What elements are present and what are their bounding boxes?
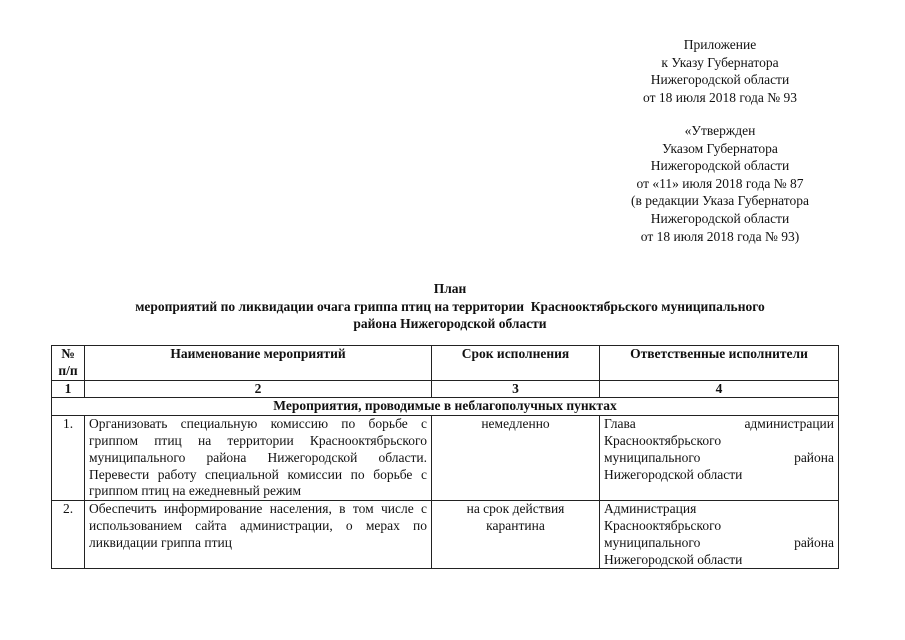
section-row <box>52 398 839 416</box>
resp-word: администрации <box>744 416 834 432</box>
column-number: 2 <box>85 380 432 398</box>
resp-word: Глава <box>604 416 636 432</box>
appendix-line: Приложение <box>683 37 757 52</box>
header-num-line: п/п <box>58 362 78 378</box>
column-number: 1 <box>52 380 85 398</box>
column-number-row <box>52 380 839 398</box>
approval-line: от 18 июля 2018 года № 93) <box>640 228 800 244</box>
resp-line: Краснооктябрьского <box>604 517 722 533</box>
column-number: 4 <box>600 380 839 398</box>
row-responsible <box>600 416 839 501</box>
approval-line: Указом Губернатора <box>662 140 778 156</box>
row-name: Обеспечить информирование населения, в том числе с использованием сайта администрации, о мерах по ликвидации гриппа птиц <box>85 501 432 569</box>
header-name: Наименование мероприятий <box>85 346 432 381</box>
approval-line: Нижегородской области <box>650 158 790 174</box>
table-header-row <box>52 346 839 381</box>
plan-title-block <box>60 280 840 333</box>
header-num <box>52 346 85 381</box>
table-row <box>52 501 839 569</box>
resp-word: района <box>794 449 834 465</box>
resp-word: муниципального <box>604 449 701 465</box>
resp-line: Краснооктябрьского <box>604 432 722 448</box>
table-row <box>52 416 839 501</box>
row-num: 1. <box>52 416 85 501</box>
measures-table <box>51 345 839 569</box>
appendix-block <box>610 36 830 106</box>
row-num: 2. <box>52 501 85 569</box>
resp-line: Администрация <box>604 501 697 517</box>
plan-title: План <box>433 281 467 296</box>
header-responsible: Ответственные исполнители <box>600 346 839 381</box>
resp-word: муниципального <box>604 534 701 550</box>
approval-line: от «11» июля 2018 года № 87 <box>636 175 804 191</box>
resp-word: района <box>794 534 834 550</box>
column-number: 3 <box>432 380 600 398</box>
appendix-line: от 18 июля 2018 года № 93 <box>643 89 797 105</box>
approval-line: (в редакции Указа Губернатора <box>630 193 810 209</box>
row-name: Организовать специальную комиссию по борьбе с гриппом птиц на территории Краснооктябрьского муниципального района Нижегородской области. Перевести работу специальной комиссии по борьбе с гриппом птиц на ежедневный режим <box>85 416 432 501</box>
header-num-line: № <box>61 346 75 361</box>
approval-line: «Утвержден <box>684 123 756 138</box>
appendix-line: к Указу Губернатора <box>661 54 779 70</box>
row-deadline: немедленно <box>432 416 600 501</box>
resp-line: Нижегородской области <box>604 551 743 567</box>
appendix-line: Нижегородской области <box>650 72 790 88</box>
approval-block <box>600 122 840 245</box>
header-deadline: Срок исполнения <box>432 346 600 381</box>
section-title: Мероприятия, проводимые в неблагополучных пунктах <box>52 398 839 416</box>
approval-line: Нижегородской области <box>650 210 790 226</box>
row-deadline: на срок действия карантина <box>432 501 600 569</box>
plan-subtitle-line: мероприятий по ликвидации очага гриппа птиц на территории Краснооктябрьского муниципального <box>135 298 765 314</box>
plan-subtitle-line: района Нижегородской области <box>353 316 547 331</box>
resp-line: Нижегородской области <box>604 466 743 482</box>
row-responsible <box>600 501 839 569</box>
